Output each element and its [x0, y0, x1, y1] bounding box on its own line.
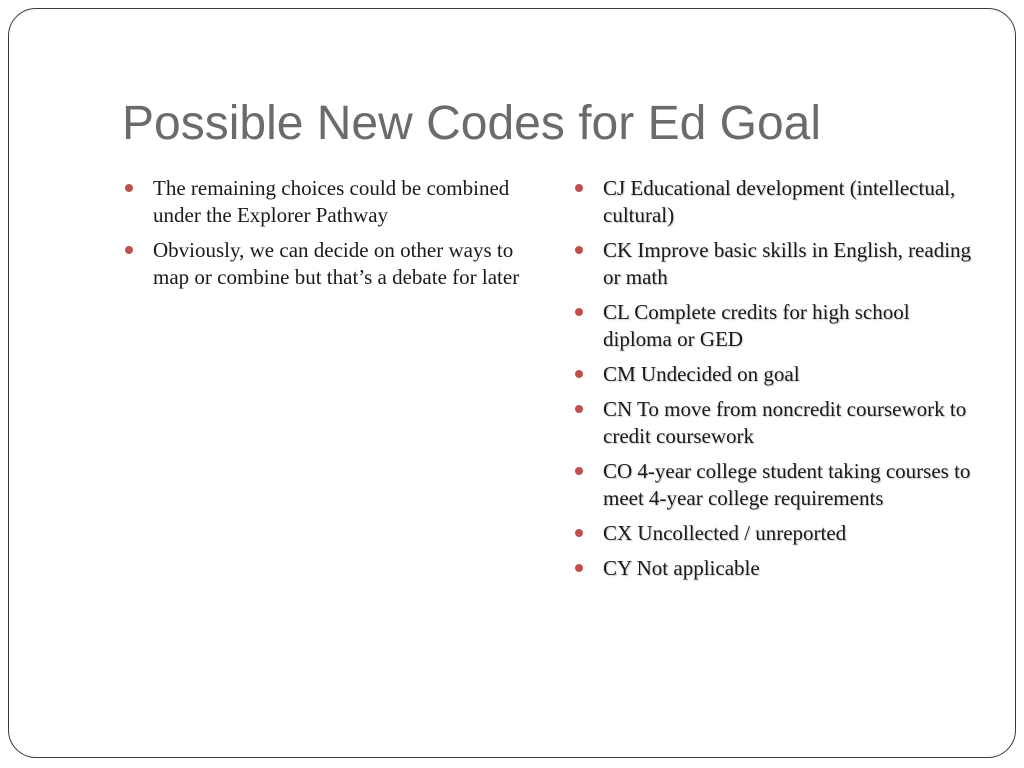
- bullet-dot-icon: [575, 564, 583, 572]
- bullet-dot-icon: [575, 467, 583, 475]
- bullet-text: CK Improve basic skills in English, reading or math: [603, 238, 972, 289]
- slide-frame: [8, 8, 1016, 758]
- list-item: [572, 396, 982, 450]
- list-item: [122, 237, 522, 291]
- bullet-text: CO 4-year college student taking courses to meet 4-year college requirements: [603, 459, 971, 510]
- right-bullet-list: [572, 175, 982, 590]
- bullet-dot-icon: [575, 529, 583, 537]
- bullet-text: CY Not applicable: [603, 556, 760, 580]
- bullet-text: CN To move from noncredit coursework to credit coursework: [603, 397, 967, 448]
- bullet-text: Obviously, we can decide on other ways to map or combine but that’s a debate for later: [153, 238, 520, 289]
- bullet-dot-icon: [575, 405, 583, 413]
- bullet-text: CJ Educational development (intellectual, cultural): [603, 176, 956, 227]
- slide-title: Possible New Codes for Ed Goal: [122, 97, 821, 150]
- list-item: [572, 175, 982, 229]
- list-item: [572, 555, 982, 582]
- bullet-text: CL Complete credits for high school diploma or GED: [603, 300, 910, 351]
- list-item: [572, 361, 982, 388]
- bullet-dot-icon: [125, 184, 133, 192]
- bullet-dot-icon: [575, 246, 583, 254]
- left-bullet-list: [122, 175, 522, 299]
- bullet-text: The remaining choices could be combined under the Explorer Pathway: [153, 176, 510, 227]
- list-item: [122, 175, 522, 229]
- bullet-dot-icon: [125, 246, 133, 254]
- list-item: [572, 458, 982, 512]
- bullet-dot-icon: [575, 184, 583, 192]
- list-item: [572, 520, 982, 547]
- bullet-dot-icon: [575, 370, 583, 378]
- bullet-text: CM Undecided on goal: [603, 362, 800, 386]
- list-item: [572, 299, 982, 353]
- bullet-dot-icon: [575, 308, 583, 316]
- bullet-text: CX Uncollected / unreported: [603, 521, 847, 545]
- list-item: [572, 237, 982, 291]
